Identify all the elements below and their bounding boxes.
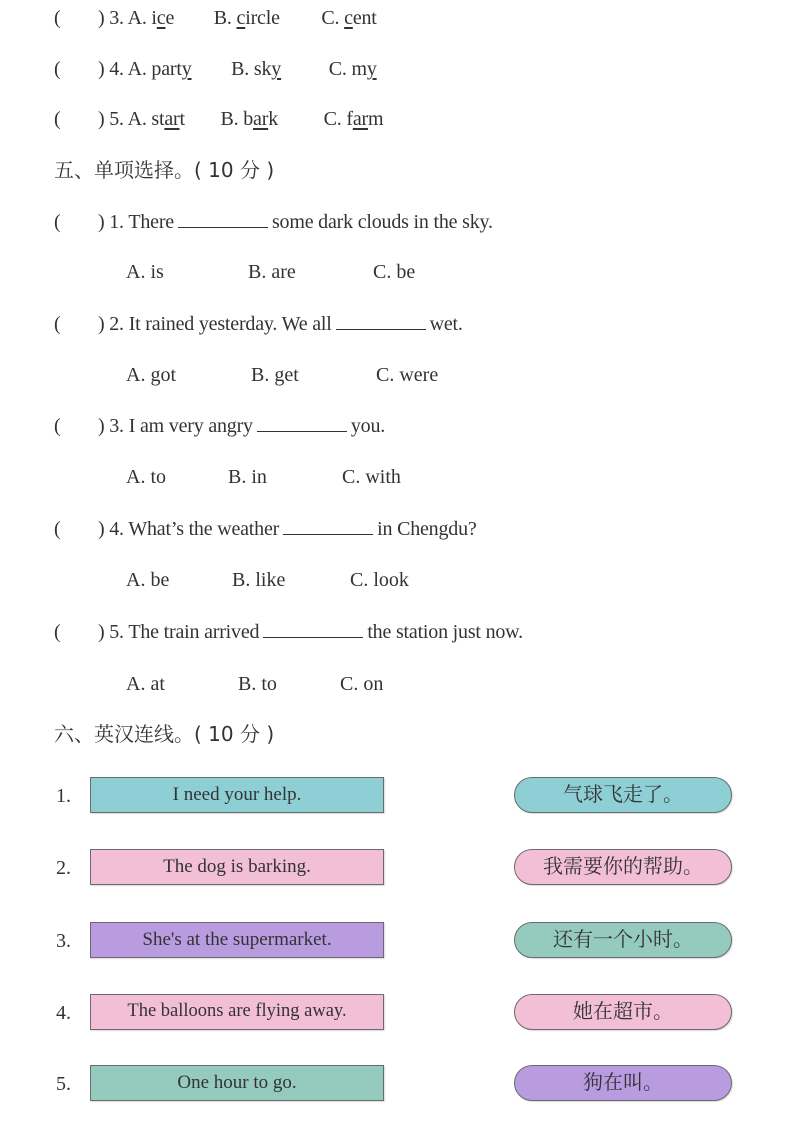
question-number: ) 4.	[98, 58, 124, 80]
answer-bracket[interactable]: (	[54, 518, 61, 540]
english-sentence-box[interactable]: One hour to go.	[90, 1065, 384, 1101]
option-c: C. farm	[323, 108, 384, 130]
question-5: ( ) 5. The train arrived the station just now.	[54, 621, 523, 643]
fill-blank[interactable]	[257, 415, 347, 432]
option-a: A. ice	[127, 7, 175, 29]
option-c: C. my	[328, 58, 377, 80]
question-number: ) 5.	[98, 108, 124, 130]
option-b: B. circle	[213, 7, 280, 29]
option-a: A. at	[126, 673, 165, 695]
option-b: B. sky	[231, 58, 282, 80]
option-a: A. is	[126, 261, 164, 283]
option-c: C. on	[340, 673, 384, 695]
question-3: ( ) 3. I am very angry you.	[54, 415, 386, 437]
match-number: 4.	[56, 1002, 71, 1024]
chinese-sentence-pill[interactable]: 还有一个小时。	[514, 922, 732, 958]
answer-bracket[interactable]: (	[54, 58, 61, 80]
phonics-row-3	[54, 6, 377, 30]
phonics-row-4	[54, 57, 377, 81]
question-1: ( ) 1. There some dark clouds in the sky.	[54, 211, 493, 233]
match-number: 3.	[56, 930, 71, 952]
fill-blank[interactable]	[336, 313, 426, 330]
option-c: C. were	[376, 364, 439, 386]
question-number: ) 3.	[98, 7, 124, 29]
chinese-sentence-pill[interactable]: 我需要你的帮助。	[514, 849, 732, 885]
chinese-sentence-pill[interactable]: 她在超市。	[514, 994, 732, 1030]
question-5-options	[126, 672, 383, 696]
option-c: C. look	[350, 569, 409, 591]
question-2-options	[126, 363, 438, 387]
option-b: B. in	[228, 466, 267, 488]
match-number: 1.	[56, 785, 71, 807]
answer-bracket[interactable]: (	[54, 7, 61, 29]
english-sentence-box[interactable]: She's at the supermarket.	[90, 922, 384, 958]
question-1-options	[126, 260, 415, 284]
fill-blank[interactable]	[263, 621, 363, 638]
match-number: 2.	[56, 857, 71, 879]
english-sentence-box[interactable]: The dog is barking.	[90, 849, 384, 885]
question-4: ( ) 4. What’s the weather in Chengdu?	[54, 518, 477, 540]
answer-bracket[interactable]: (	[54, 108, 61, 130]
english-sentence-box[interactable]: I need your help.	[90, 777, 384, 813]
option-c: C. with	[342, 466, 401, 488]
option-c: C. cent	[321, 7, 377, 29]
answer-bracket[interactable]: (	[54, 621, 61, 643]
option-b: B. like	[232, 569, 286, 591]
option-a: A. be	[126, 569, 170, 591]
fill-blank[interactable]	[283, 518, 373, 535]
fill-blank[interactable]	[178, 211, 268, 228]
chinese-sentence-pill[interactable]: 气球飞走了。	[514, 777, 732, 813]
option-a: A. to	[126, 466, 166, 488]
option-a: A. got	[126, 364, 176, 386]
option-a: A. start	[127, 108, 185, 130]
question-3-options	[126, 465, 401, 489]
option-a: A. party	[127, 58, 192, 80]
section-5-title: 五、单项选择。( 10 分 )	[54, 158, 275, 182]
option-b: B. to	[238, 673, 277, 695]
phonics-row-5	[54, 107, 383, 131]
match-number: 5.	[56, 1073, 71, 1095]
option-c: C. be	[373, 261, 416, 283]
chinese-sentence-pill[interactable]: 狗在叫。	[514, 1065, 732, 1101]
option-b: B. are	[248, 261, 296, 283]
option-b: B. get	[251, 364, 299, 386]
option-b: B. bark	[220, 108, 278, 130]
answer-bracket[interactable]: (	[54, 313, 61, 335]
answer-bracket[interactable]: (	[54, 211, 61, 233]
answer-bracket[interactable]: (	[54, 415, 61, 437]
question-2: ( ) 2. It rained yesterday. We all wet.	[54, 313, 463, 335]
english-sentence-box[interactable]: The balloons are flying away.	[90, 994, 384, 1030]
section-6-title: 六、英汉连线。( 10 分 )	[54, 722, 275, 746]
question-4-options	[126, 568, 409, 592]
